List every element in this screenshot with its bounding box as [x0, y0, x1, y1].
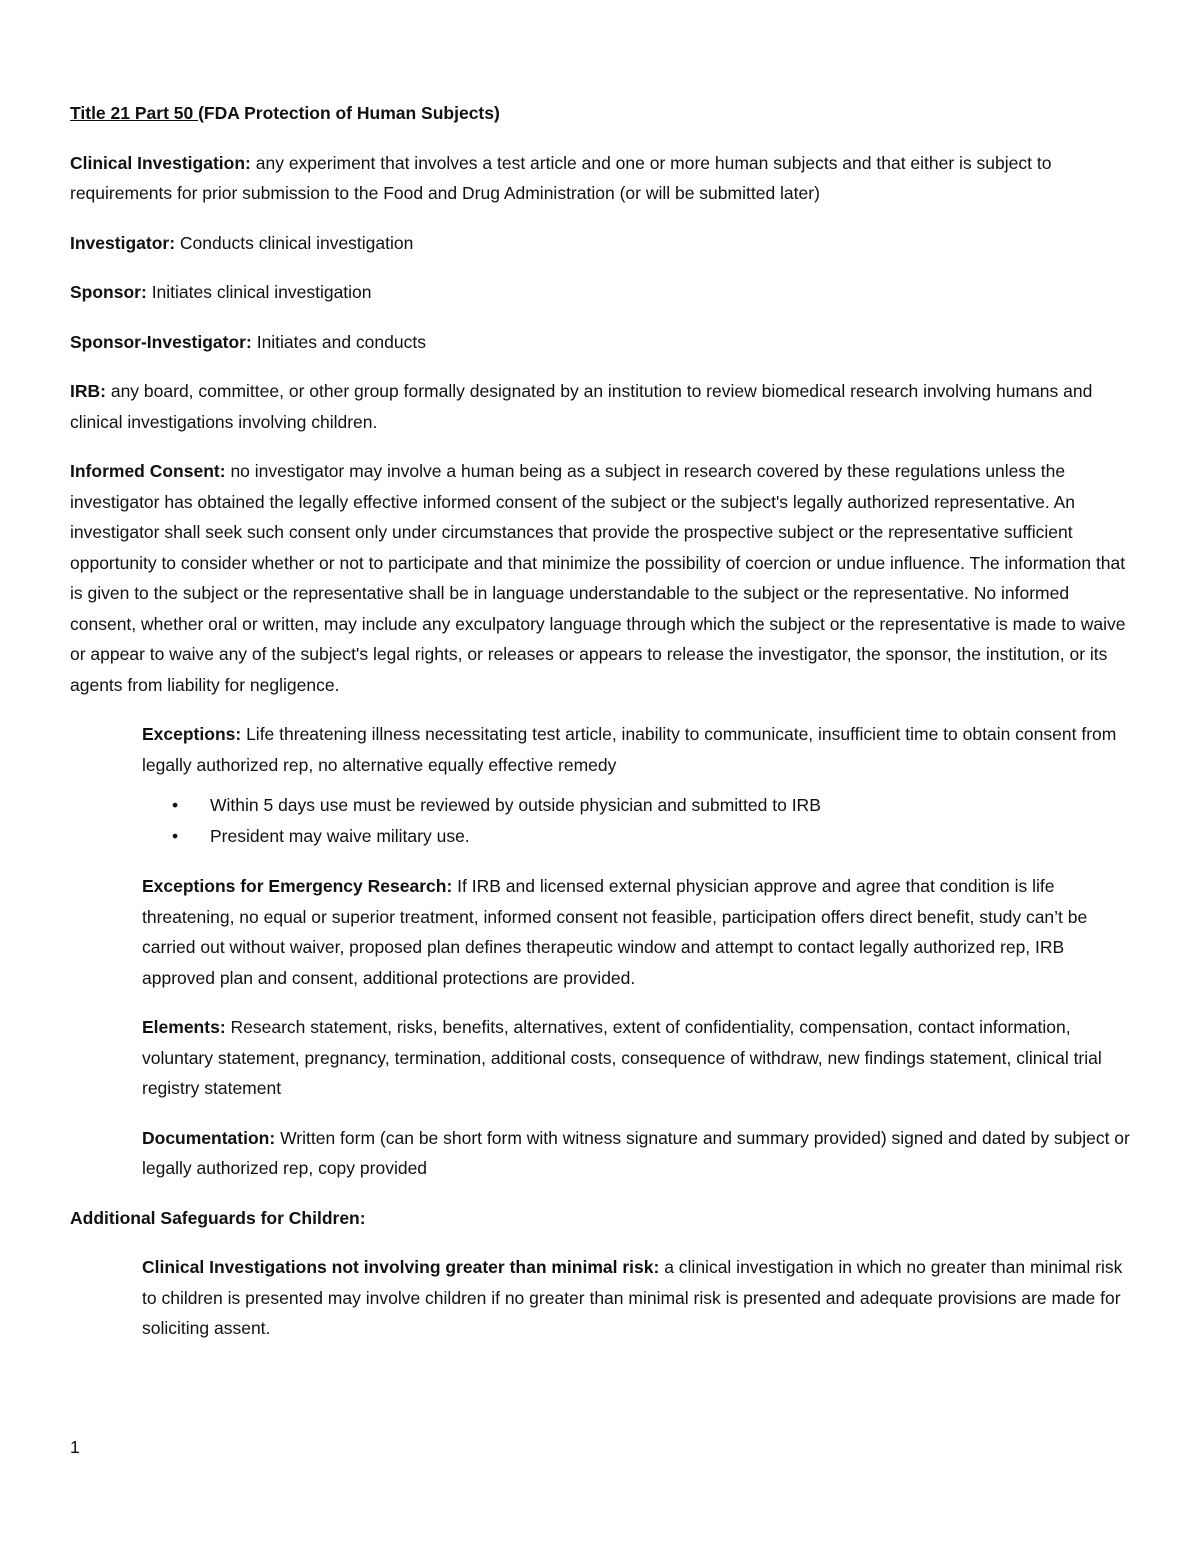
children-term: Clinical Investigations not involving greater than minimal risk [142, 1257, 654, 1277]
emergency-term: Exceptions for Emergency Research [142, 876, 447, 896]
page-number: 1 [70, 1437, 80, 1457]
list-item [172, 821, 1132, 852]
exceptions-text: Life threatening illness necessitating test article, inability to communicate, insufficient time to obtain consent from legally authorized rep, no alternative equally effective remedy [142, 724, 1117, 775]
definition-term: Clinical Investigation [70, 152, 246, 173]
definition-sponsor-investigator: Sponsor-Investigator: Initiates and conducts [70, 331, 426, 352]
definition-text: no investigator may involve a human being as a subject in research covered by these regulations unless the investigator has obtained the legally effective informed consent of the subject or the subject's legally authorized representative. An investigator shall seek such consent only under circumstances that provide the prospective subject or the representative sufficient opportunity to consider whether or not to participate and that minimize the possibility of coercion or undue influence. The information that is given to the subject or the representative shall be in language understandable to the subject or the representative. No informed consent, whether oral or written, may include any exculpatory language through which the subject or the representative is made to waive or appear to waive any of the subject's legal rights, or releases or appears to release the investigator, the sponsor, the institution, or its agents from liability for negligence. [70, 461, 1126, 695]
children-minimal-risk-paragraph: Clinical Investigations not involving greater than minimal risk: a clinical investigation in which no greater than minimal risk to children is presented may involve children if no greater than minimal risk is presented and adequate provisions are made for soliciting assent. [142, 1257, 1123, 1338]
definition-informed-consent: Informed Consent: no investigator may involve a human being as a subject in research covered by these regulations unless the investigator has obtained the legally effective informed consent of the subject or the subject's legally authorized representative. An investigator shall seek such consent only under circumstances that provide the prospective subject or the representative sufficient opportunity to consider whether or not to participate and that minimize the possibility of coercion or undue influence. The information that is given to the subject or the representative shall be in language understandable to the subject or the representative. No informed consent, whether oral or written, may include any exculpatory language through which the subject or the representative is made to waive or appear to waive any of the subject's legal rights, or releases or appears to release the investigator, the sponsor, the institution, or its agents from liability for negligence. [70, 461, 1126, 695]
document-page [70, 98, 1132, 1363]
definition-text: any board, committee, or other group formally designated by an institution to review biomedical research involving humans and clinical investigations involving children. [70, 381, 1093, 432]
definition-text: Initiates and conducts [256, 331, 426, 352]
exceptions-paragraph: Exceptions: Life threatening illness necessitating test article, inability to communicate, insufficient time to obtain consent from legally authorized rep, no alternative equally effective remedy [142, 724, 1117, 775]
documentation-paragraph: Documentation: Written form (can be short form with witness signature and summary provided) signed and dated by subject or legally authorized rep, copy provided [142, 1127, 1130, 1178]
children-text: a clinical investigation in which no greater than minimal risk to children is presented may involve children if no greater than minimal risk is presented and adequate provisions are made for soliciting assent. [142, 1257, 1123, 1338]
definition-irb: IRB: any board, committee, or other group formally designated by an institution to review biomedical research involving humans and clinical investigations involving children. [70, 381, 1093, 432]
title-rest: (FDA Protection of Human Subjects) [198, 103, 500, 123]
list-item-text: President may waive military use. [210, 826, 470, 846]
documentation-term: Documentation [142, 1127, 270, 1148]
list-item-text: Within 5 days use must be reviewed by outside physician and submitted to IRB [210, 795, 821, 815]
list-item [172, 790, 1132, 821]
emergency-text: If IRB and licensed external physician approve and agree that condition is life threatening, no equal or superior treatment, informed consent not feasible, participation offers direct benefit, study can’t be carried out without waiver, proposed plan defines therapeutic window and attempt to contact legally authorized rep, IRB approved plan and consent, additional protections are provided. [142, 876, 1088, 988]
exceptions-term: Exceptions [142, 724, 236, 744]
definition-text: Initiates clinical investigation [151, 282, 372, 302]
definition-clinical-investigation: Clinical Investigation: any experiment that involves a test article and one or more human subjects and that either is subject to requirements for prior submission to the Food and Drug Administration (or will be submitted later) [70, 152, 1052, 203]
documentation-text: Written form (can be short form with witness signature and summary provided) signed and dated by subject or legally authorized rep, copy provided [142, 1127, 1130, 1178]
emergency-research-paragraph: Exceptions for Emergency Research: If IRB and licensed external physician approve and agree that condition is life threatening, no equal or superior treatment, informed consent not feasible, participation offers direct benefit, study can’t be carried out without waiver, proposed plan defines therapeutic window and attempt to contact legally authorized rep, IRB approved plan and consent, additional protections are provided. [142, 876, 1088, 988]
definition-term: Sponsor [70, 282, 141, 302]
definition-text: any experiment that involves a test article and one or more human subjects and that either is subject to requirements for prior submission to the Food and Drug Administration (or will be submitted later) [70, 152, 1052, 203]
definition-investigator: Investigator: Conducts clinical investigation [70, 232, 414, 253]
definition-sponsor: Sponsor: Initiates clinical investigation [70, 282, 372, 302]
exceptions-bullet-list [172, 790, 1132, 852]
definition-term: IRB [70, 381, 101, 401]
elements-text: Research statement, risks, benefits, alternatives, extent of confidentiality, compensation, contact information, voluntary statement, pregnancy, termination, additional costs, consequence of withdraw, new findings statement, clinical trial registry statement [142, 1017, 1102, 1098]
children-section-heading: Additional Safeguards for Children: [70, 1207, 366, 1228]
document-title [70, 98, 1132, 129]
definition-term: Investigator [70, 232, 170, 253]
bullet-icon: • [172, 795, 179, 815]
definition-term: Informed Consent [70, 461, 220, 481]
definition-text: Conducts clinical investigation [179, 232, 414, 253]
title-underlined: Title 21 Part 50 [70, 103, 199, 123]
bullet-icon: • [172, 826, 179, 846]
elements-term: Elements [142, 1017, 220, 1037]
definition-term: Sponsor-Investigator [70, 331, 246, 352]
elements-paragraph: Elements: Research statement, risks, benefits, alternatives, extent of confidentiality, compensation, contact information, voluntary statement, pregnancy, termination, additional costs, consequence of withdraw, new findings statement, clinical trial registry statement [142, 1017, 1102, 1098]
